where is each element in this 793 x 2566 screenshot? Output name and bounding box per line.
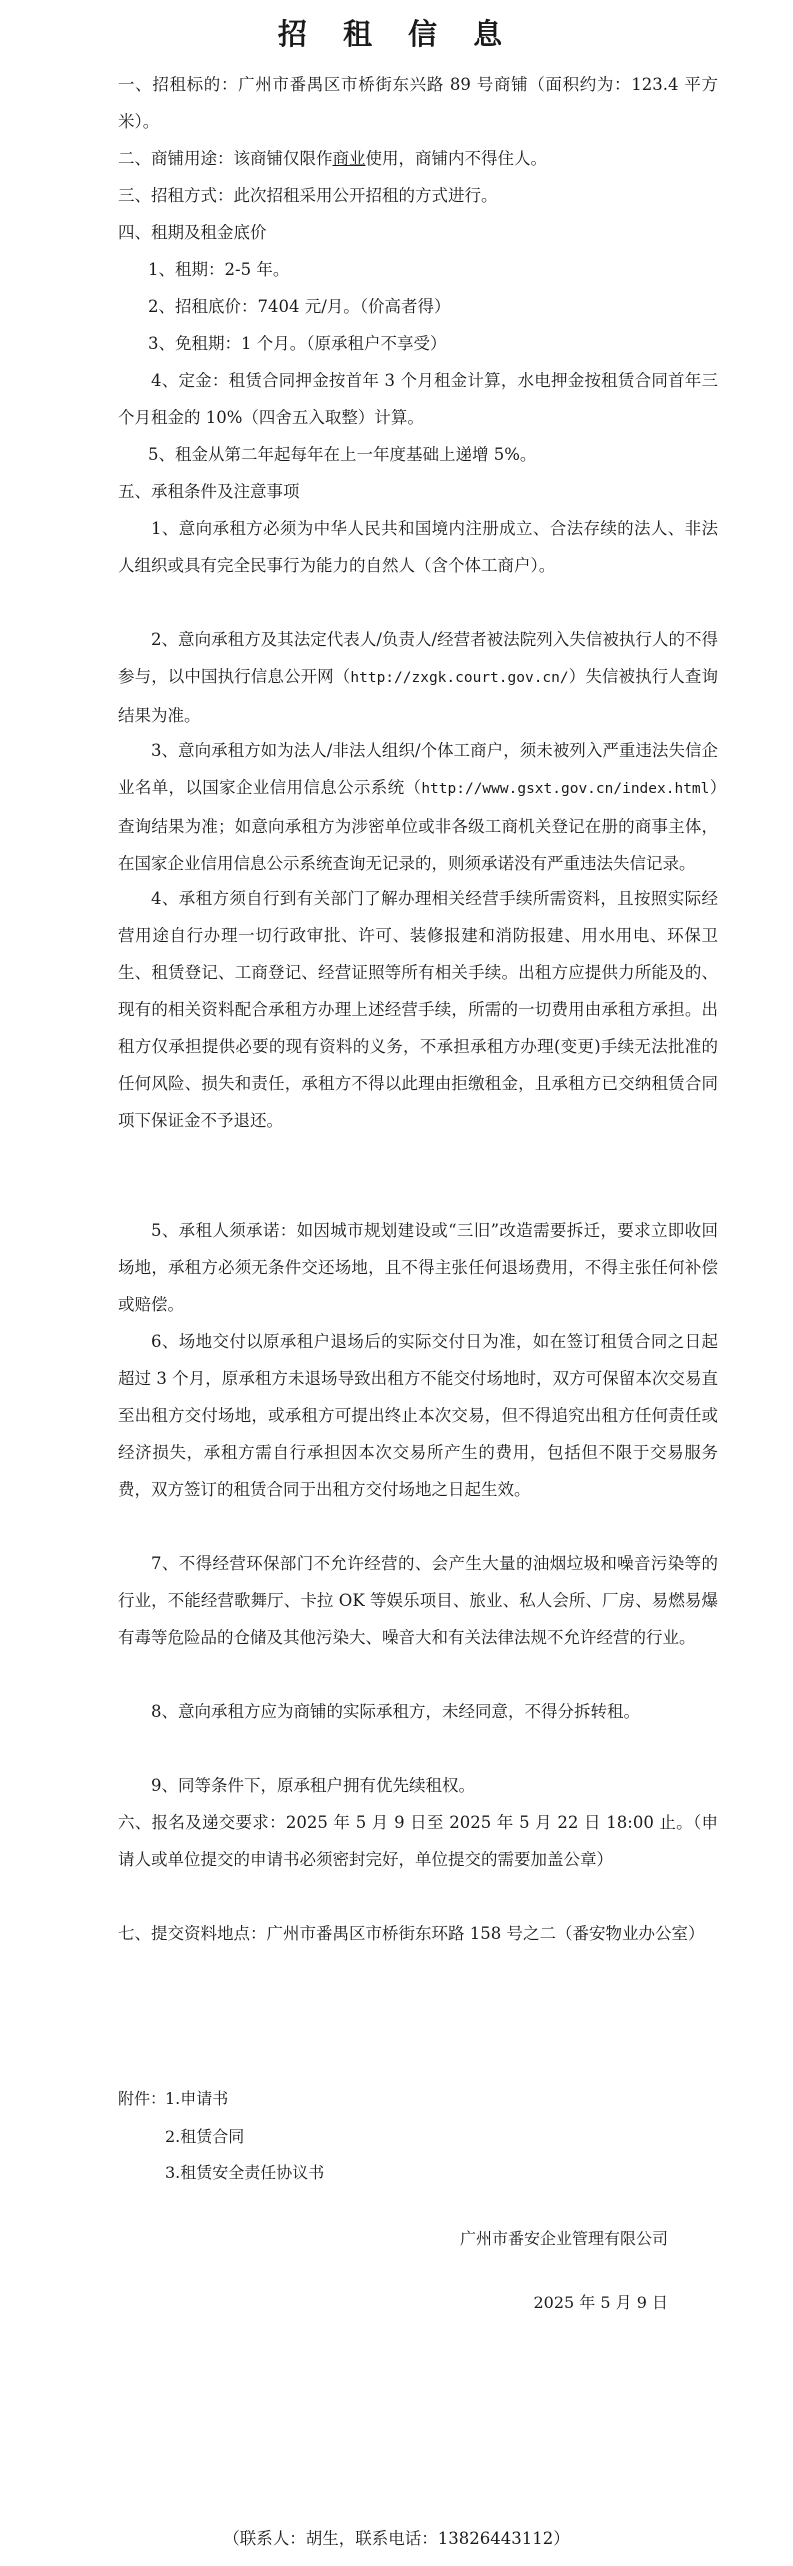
execution-info-url: http://zxgk.court.gov.cn/ (350, 670, 569, 686)
section-5-item-8: 8、意向承租方应为商铺的实际承租方，未经同意，不得分拆转租。 (151, 1702, 640, 1721)
section-5-item-4: 4、承租方须自行到有关部门了解办理相关经营手续所需资料，且按照实际经营用途自行办理一切行政审批、许可、装修报建和消防报建、用水用电、环保卫生、租赁登记、工商登记、经营证照等所有相关手续。出租方应提供力所能及的、现有的相关资料配合承租方办理上述经营手续，所需的一切费用由承租方承担。出租方仅承担提供必要的现有资料的义务，不承担承租方办理(变更)手续无法批准的任何风险、损失和责任，承租方不得以此理由拒缴租金，且承租方已交纳租赁合同项下保证金不予退还。 (118, 889, 718, 1130)
contact-info: （联系人：胡生，联系电话：13826443112） (223, 2529, 570, 2548)
credit-info-url: http://www.gsxt.gov.cn/index.html (421, 781, 710, 797)
section-4-item-3: 3、免租期：1 个月。（原承租户不享受） (148, 334, 447, 353)
section-5-item-2-text: 2、意向承租方及其法定代表人/负责人/经营者被法院列入失信被执行人的不得参与，以中国执行信息公开网（ (118, 630, 718, 686)
section-2-suffix: 使用，商铺内不得住人。 (365, 149, 547, 168)
section-6-registration: 六、报名及递交要求：2025 年 5 月 9 日至 2025 年 5 月 22 日 18:00 止。（申请人或单位提交的申请书必须密封完好，单位提交的需要加盖公章） (118, 1813, 718, 1869)
attachment-item-3: 3.租赁安全责任协议书 (165, 2163, 325, 2182)
document-title: 招 租 信 息 (277, 17, 516, 51)
section-4-item-5: 5、租金从第二年起每年在上一年度基础上递增 5%。 (148, 445, 537, 464)
section-1-listing-target: 一、招租标的：广州市番禺区市桥街东兴路 89 号商铺（面积约为：123.4 平方米）。 (118, 75, 718, 131)
section-4-item-4: 4、定金：租赁合同押金按首年 3 个月租金计算，水电押金按租赁合同首年三个月租金的 10%（四舍五入取整）计算。 (118, 371, 718, 427)
section-5-item-6: 6、场地交付以原承租户退场后的实际交付日为准，如在签订租赁合同之日起超过 3 个月，原承租方未退场导致出租方不能交付场地时，双方可保留本次交易直至出租方交付场地，或承租方可提出终止本次交易，但不得追究出租方任何责任或经济损失，承租方需自行承担因本次交易所产生的费用，包括但不限于交易服务费，双方签订的租赁合同于出租方交付场地之日起生效。 (118, 1332, 718, 1499)
section-5-item-2 (118, 621, 718, 734)
section-2-usage (118, 140, 718, 177)
attachments-label: 附件： (118, 2089, 167, 2108)
section-5-item-7: 7、不得经营环保部门不允许经营的、会产生大量的油烟垃圾和噪音污染等的行业，不能经营歌舞厅、卡拉 OK 等娱乐项目、旅业、私人会所、厂房、易燃易爆有毒等危险品的仓储及其他污染大、噪音大和有关法律法规不允许经营的行业。 (118, 1554, 718, 1647)
section-5-item-3-text: 3、意向承租方如为法人/非法人组织/个体工商户，须未被列入严重违法失信企业名单，以国家企业信用信息公示系统（ (118, 741, 718, 797)
section-5-item-5: 5、承租人须承诺：如因城市规划建设或“三旧”改造需要拆迁，要求立即收回场地，承租方必须无条件交还场地，且不得主张任何退场费用，不得主张任何补偿或赔偿。 (118, 1221, 718, 1314)
attachment-item-1: 1.申请书 (165, 2089, 229, 2108)
section-5-item-3-tail: ）查询结果为准；如意向承租方为涉密单位或非各级工商机关登记在册的商事主体，在国家企业信用信息公示系统查询无记录的，则须承诺没有严重违法失信记录。 (118, 778, 719, 873)
section-4-heading: 四、租期及租金底价 (118, 223, 267, 242)
section-5-item-9: 9、同等条件下，原承租户拥有优先续租权。 (151, 1776, 475, 1795)
section-2-prefix: 二、商铺用途：该商铺仅限作 (118, 149, 333, 168)
section-2-usage-value: 商业 (332, 149, 366, 168)
section-5-item-1: 1、意向承租方必须为中华人民共和国境内注册成立、合法存续的法人、非法人组织或具有完全民事行为能力的自然人（含个体工商户）。 (118, 519, 718, 575)
section-5-heading: 五、承租条件及注意事项 (118, 482, 300, 501)
section-4-item-1: 1、租期：2-5 年。 (148, 260, 290, 279)
attachment-item-2: 2.租赁合同 (165, 2127, 245, 2146)
section-3-method: 三、招租方式：此次招租采用公开招租的方式进行。 (118, 186, 498, 205)
section-4-item-2: 2、招租底价：7404 元/月。（价高者得） (148, 297, 451, 316)
signature-date: 2025 年 5 月 9 日 (533, 2293, 668, 2312)
section-5-item-3 (118, 732, 718, 882)
section-7-submission-address: 七、提交资料地点：广州市番禺区市桥街东环路 158 号之二（番安物业办公室） (118, 1924, 705, 1943)
signature-company: 广州市番安企业管理有限公司 (459, 2229, 668, 2248)
section-5-item-2-tail: ）失信被执行人查询结果为准。 (118, 667, 719, 725)
